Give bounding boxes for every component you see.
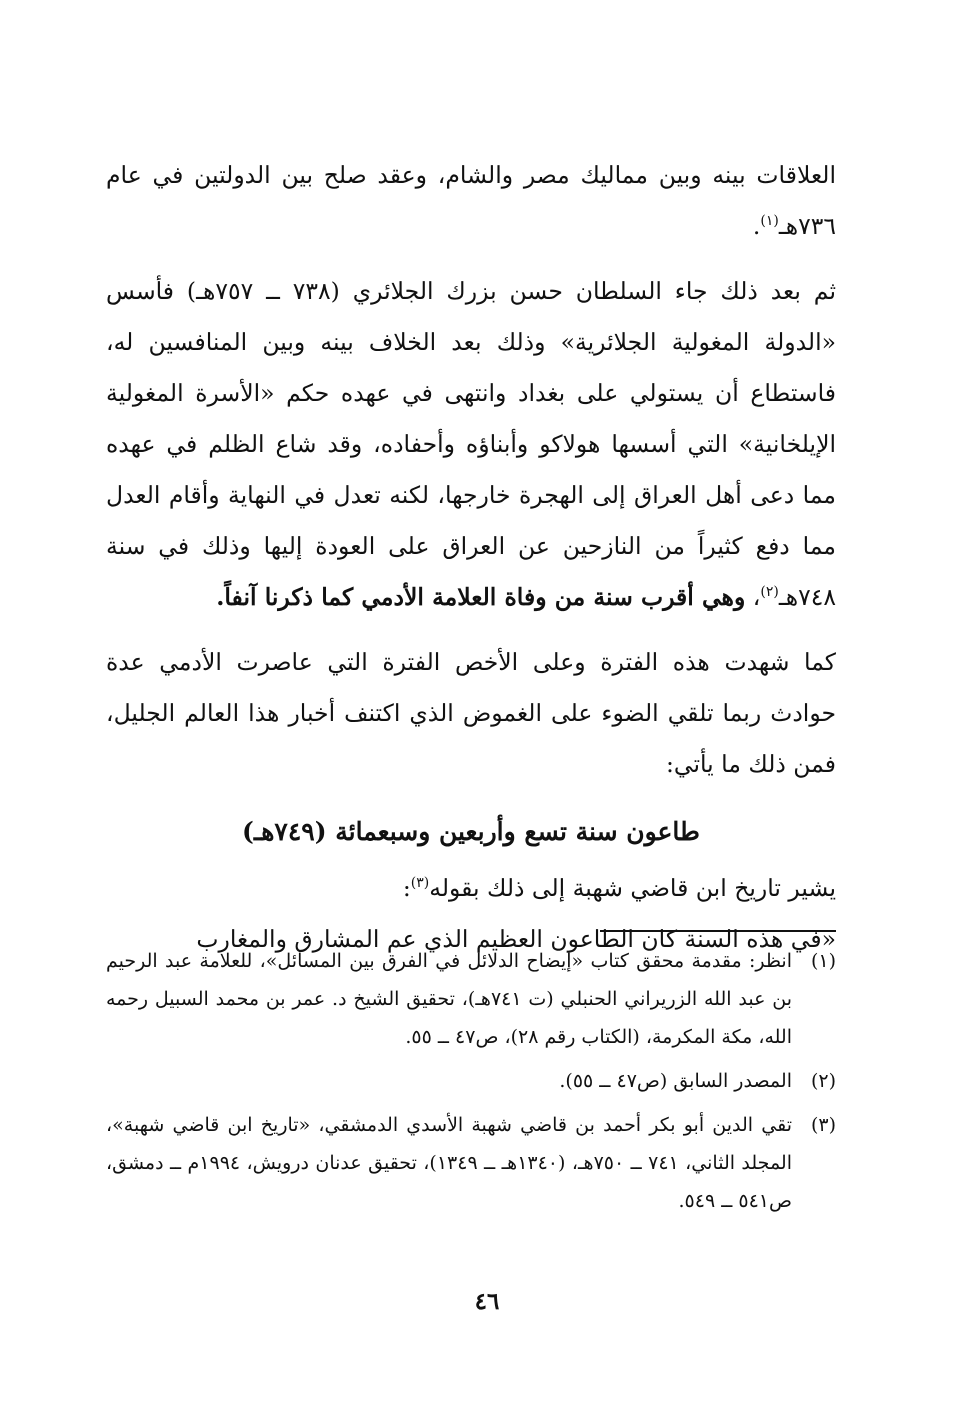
quote-intro — [106, 863, 836, 914]
section-heading: طاعون سنة تسع وأربعين وسبعمائة (٧٤٩هـ) — [242, 817, 700, 846]
footnote-ref-3: (٣) — [410, 875, 430, 892]
footnote-number: (٢) — [810, 1070, 836, 1092]
footnote-number: (٣) — [810, 1114, 836, 1136]
footnote-ref-1: (١) — [760, 213, 779, 230]
paragraph-2 — [106, 266, 836, 623]
footnote-text: المصدر السابق (ص٤٧ ــ ٥٥). — [559, 1070, 792, 1092]
quote-intro-text: يشير تاريخ ابن قاضي شهبة إلى ذلك بقوله — [429, 874, 836, 902]
main-text — [106, 150, 836, 965]
footnote-ref-2: (٢) — [760, 584, 779, 601]
footnote-1 — [106, 942, 836, 1056]
paragraph-1 — [106, 150, 836, 252]
paragraph-2-bold-text: وهي أقرب سنة من وفاة العلامة الأدمي كما ذكرنا آنفاً. — [216, 583, 746, 611]
quote-start-text: «في هذه السنة كان الطاعون العظيم الذي عم المشارق والمغارب — [196, 925, 836, 953]
footnote-3 — [106, 1106, 836, 1220]
quote-intro-tail: : — [402, 874, 411, 902]
paragraph-2-tail: ، — [745, 583, 761, 611]
paragraph-1-tail: . — [752, 212, 761, 240]
footnote-separator — [600, 930, 836, 932]
footnote-number: (١) — [810, 950, 836, 972]
footnote-2 — [106, 1062, 836, 1100]
paragraph-3-text: كما شهدت هذه الفترة وعلى الأخص الفترة التي عاصرت الأدمي عدة حوادث ربما تلقي الضوء على الغموض الذي اكتنف أخبار هذا العالم الجليل، فمن ذلك ما يأتي: — [106, 648, 836, 778]
paragraph-1-text: العلاقات بينه وبين مماليك مصر والشام، وعقد صلح بين الدولتين في عام ٧٣٦هـ — [106, 161, 836, 240]
footnote-text: انظر: مقدمة محقق كتاب «إيضاح الدلائل في الفرق بين المسائل»، للعلامة عبد الرحيم بن عبد الله الزريراني الحنبلي (ت ٧٤١هـ)، تحقيق الشيخ د. عمر بن محمد السبيل رحمه الله، مكة المكرمة، (الكتاب رقم ٢٨)، ص٤٧ ــ ٥٥. — [106, 950, 792, 1048]
footnote-text: تقي الدين أبو بكر أحمد بن قاضي شهبة الأسدي الدمشقي، «تاريخ ابن قاضي شهبة»، المجلد الثاني، ٧٤١ ــ ٧٥٠هـ، (١٣٤٠هـ ــ ١٣٤٩)، تحقيق عدنان درويش، ١٩٩٤م ــ دمشق، ص٥٤١ ــ ٥٤٩. — [106, 1114, 793, 1212]
paragraph-3 — [106, 637, 836, 790]
paragraph-2-text: ثم بعد ذلك جاء السلطان حسن بزرك الجلائري (٧٣٨ ــ ٧٥٧هـ) فأسس «الدولة المغولية الجلائرية» وذلك بعد الخلاف بينه وبين المنافسين له، فاستطاع أن يستولي على بغداد وانتهى في عهده حكم «الأسرة المغولية الإيلخانية» التي أسسها هولاكو وأبناؤه وأحفاده، وقد شاع الظلم في عهده مما دعى أهل العراق إلى الهجرة خارجها، لكنه تعدل في النهاية وأقام العدل مما دفع كثيراً من النازحين عن العراق على العودة إليها وذلك في سنة ٧٤٨هـ — [106, 277, 836, 611]
page-number: ٤٦ — [474, 1288, 500, 1315]
footnotes — [106, 942, 836, 1226]
